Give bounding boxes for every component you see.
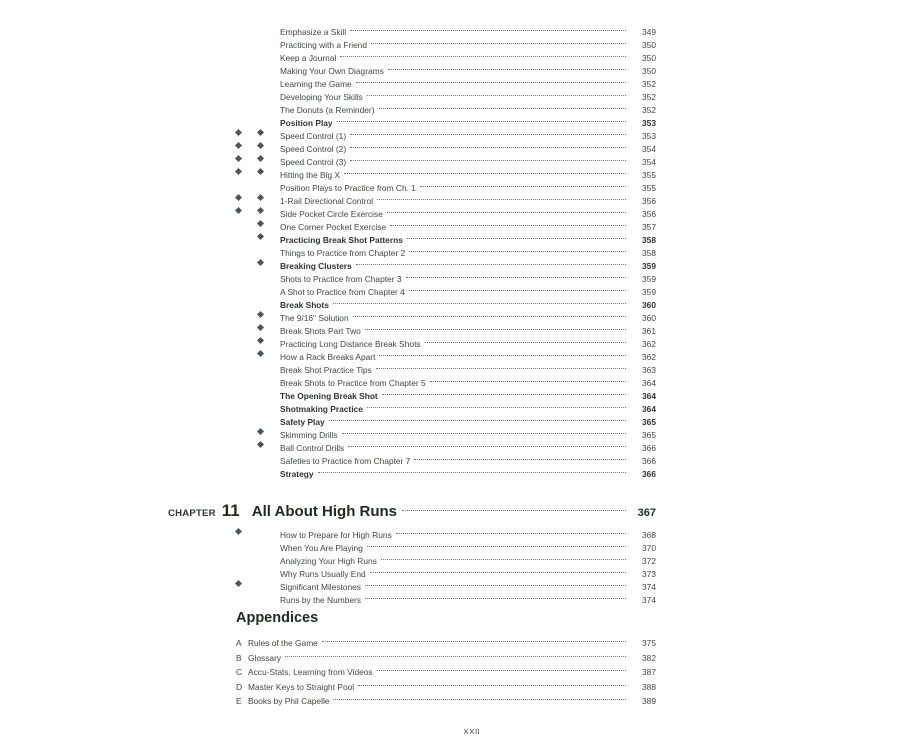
toc-leader-dots — [425, 334, 626, 347]
appendix-page: 387 — [642, 667, 656, 678]
diamond-icon — [257, 336, 264, 343]
toc-entry-bullets — [236, 87, 280, 100]
toc-leader-dots — [367, 538, 626, 551]
chapter-number: 11 — [221, 501, 240, 520]
toc-leader-dots — [430, 373, 626, 386]
toc-entry-label: Speed Control (3) — [280, 157, 347, 167]
toc-entry-label: Significant Milestones — [280, 582, 361, 592]
appendix-letter: B — [236, 652, 242, 663]
toc-list — [168, 22, 656, 605]
diamond-icon — [235, 527, 242, 534]
appendix-leader-dots — [377, 662, 626, 675]
toc-entry-label: Safeties to Practice from Chapter 7 — [280, 456, 411, 466]
toc-entry-page: 359 — [642, 261, 656, 271]
toc-leader-dots — [356, 256, 626, 269]
toc-entry-bullets — [236, 74, 280, 87]
toc-entry-label: The 9/16" Solution — [280, 313, 349, 323]
toc-entry-label: Why Runs Usually End — [280, 569, 366, 579]
toc-entry-page: 362 — [642, 352, 656, 362]
toc-leader-dots — [353, 308, 626, 321]
diamond-icon — [257, 219, 264, 226]
toc-entry-page: 364 — [642, 404, 656, 414]
toc-leader-dots — [365, 590, 626, 603]
toc-entry-label: Analyzing Your High Runs — [280, 556, 377, 566]
toc-entry-label: When You Are Playing — [280, 543, 363, 553]
toc-entry-bullets — [236, 347, 280, 360]
toc-entry-bullets — [236, 152, 280, 165]
appendix-leader-dots — [358, 677, 626, 690]
toc-entry-page: 355 — [642, 183, 656, 193]
toc-entry-bullets — [236, 282, 280, 295]
diamond-icon — [257, 167, 264, 174]
toc-leader-dots — [381, 551, 626, 564]
toc-leader-dots — [409, 282, 626, 295]
toc-entry-page: 349 — [642, 27, 656, 37]
diamond-icon — [257, 427, 264, 434]
appendix-label: Master Keys to Straight Pool — [248, 681, 355, 692]
toc-entry-page: 359 — [642, 274, 656, 284]
toc-entry-page: 350 — [642, 53, 656, 63]
toc-entry-label: 1-Rail Directional Control — [280, 196, 374, 206]
diamond-icon — [235, 167, 242, 174]
toc-entry-page: 354 — [642, 157, 656, 167]
appendix-leader-dots — [333, 691, 626, 704]
toc-entry-bullets — [236, 256, 280, 269]
toc-entry-bullets — [236, 577, 280, 590]
diamond-icon — [235, 193, 242, 200]
diamond-icon — [257, 128, 264, 135]
appendices-section — [236, 610, 656, 706]
appendix-leader-dots — [322, 633, 626, 646]
toc-entry-bullets — [236, 308, 280, 321]
toc-entry-page: 356 — [642, 209, 656, 219]
appendix-entry[interactable] — [236, 677, 656, 692]
toc-entry-page: 353 — [642, 118, 656, 128]
toc-entry-page: 370 — [642, 543, 656, 553]
toc-entry[interactable] — [236, 525, 656, 538]
appendix-letter: C — [236, 667, 243, 678]
toc-entry-bullets — [236, 412, 280, 425]
page-folio — [0, 727, 900, 736]
toc-entry-page: 352 — [642, 79, 656, 89]
toc-leader-dots — [406, 269, 627, 282]
toc-entry-page: 360 — [642, 300, 656, 310]
toc-entry-label: Hitting the Big X — [280, 170, 341, 180]
toc-entry-page: 358 — [642, 235, 656, 245]
toc-entry-page: 357 — [642, 222, 656, 232]
toc-entry-bullets — [236, 230, 280, 243]
toc-entry-bullets — [236, 525, 280, 538]
toc-leader-dots — [350, 126, 626, 139]
toc-entry-label: Shots to Practice from Chapter 3 — [280, 274, 402, 284]
toc-leader-dots — [329, 412, 626, 425]
toc-leader-dots — [365, 577, 626, 590]
appendix-entry[interactable] — [236, 648, 656, 663]
appendix-label: Rules of the Game — [248, 638, 318, 648]
toc-entry-bullets — [236, 360, 280, 373]
diamond-icon — [235, 128, 242, 135]
chapter-leader-dots — [402, 496, 626, 516]
toc-entry-page: 368 — [642, 530, 656, 540]
toc-entry-label: Side Pocket Circle Exercise — [280, 209, 383, 219]
diamond-icon — [235, 579, 242, 586]
toc-entry-bullets — [236, 295, 280, 308]
toc-entry-bullets — [236, 334, 280, 347]
toc-entry-page: 365 — [642, 417, 656, 427]
toc-leader-dots — [365, 321, 626, 334]
toc-entry-bullets — [236, 451, 280, 464]
toc-entry-bullets — [236, 590, 280, 603]
toc-entry-label: One Corner Pocket Exercise — [280, 222, 387, 232]
toc-entry-label: Strategy — [280, 469, 314, 479]
toc-entry-page: 359 — [642, 287, 656, 297]
toc-leader-dots — [344, 165, 626, 178]
toc-leader-dots — [333, 295, 626, 308]
toc-entry-page: 350 — [642, 66, 656, 76]
toc-entry-bullets — [236, 564, 280, 577]
chapter-title: All About High Runs — [251, 503, 398, 520]
toc-entry-page: 352 — [642, 92, 656, 102]
toc-leader-dots — [388, 61, 626, 74]
appendices-title: Appendices — [236, 610, 319, 626]
appendix-letter: A — [236, 638, 242, 648]
appendix-label: Glossary — [248, 652, 282, 663]
toc-leader-dots — [407, 230, 626, 243]
toc-leader-dots — [342, 425, 626, 438]
toc-entry-label: Things to Practice from Chapter 2 — [280, 248, 406, 258]
toc-entry-label: Shotmaking Practice — [280, 404, 363, 414]
toc-entry-label: Keep a Journal — [280, 53, 337, 63]
appendix-page: 388 — [642, 681, 656, 692]
toc-entry-label: Developing Your Skills — [280, 92, 363, 102]
toc-leader-dots — [367, 399, 626, 412]
diamond-icon — [257, 258, 264, 265]
toc-entry-label: Learning the Game — [280, 79, 352, 89]
toc-entry-bullets — [236, 269, 280, 282]
toc-entry-bullets — [236, 438, 280, 451]
appendix-entry[interactable] — [236, 662, 656, 677]
toc-entry-bullets — [236, 139, 280, 152]
toc-entry-page: 363 — [642, 365, 656, 375]
toc-entry-page: 354 — [642, 144, 656, 154]
toc-entry-page: 364 — [642, 378, 656, 388]
toc-entry-page: 360 — [642, 313, 656, 323]
toc-leader-dots — [382, 386, 626, 399]
toc-entry-label: Speed Control (2) — [280, 144, 347, 154]
diamond-icon — [257, 440, 264, 447]
diamond-icon — [257, 323, 264, 330]
toc-entry-label: Making Your Own Diagrams — [280, 66, 384, 76]
appendix-leader-dots — [285, 648, 626, 661]
toc-leader-dots — [379, 100, 627, 113]
appendix-letter: E — [236, 696, 242, 707]
diamond-icon — [257, 193, 264, 200]
appendix-letter: D — [236, 681, 243, 692]
toc-entry-bullets — [236, 22, 280, 35]
toc-leader-dots — [348, 438, 626, 451]
toc-leader-dots — [414, 451, 626, 464]
toc-entry-label: Break Shots — [280, 300, 329, 310]
diamond-icon — [257, 154, 264, 161]
diamond-icon — [257, 232, 264, 239]
appendix-entry[interactable] — [236, 691, 656, 706]
toc-entry-bullets — [236, 204, 280, 217]
toc-entry-label: The Donuts (a Reminder) — [280, 105, 375, 115]
toc-entry-page: 355 — [642, 170, 656, 180]
toc-entry-label: How a Rack Breaks Apart — [280, 352, 376, 362]
toc-leader-dots — [318, 464, 626, 477]
toc-entry[interactable] — [236, 22, 656, 35]
toc-entry-label: Safety Play — [280, 417, 325, 427]
toc-entry-label: A Shot to Practice from Chapter 4 — [280, 287, 405, 297]
toc-entry-label: Break Shots Part Two — [280, 326, 361, 336]
toc-entry-page: 374 — [642, 582, 656, 592]
toc-entry-page: 356 — [642, 196, 656, 206]
toc-entry-label: Break Shot Practice Tips — [280, 365, 372, 375]
toc-leader-dots — [396, 525, 626, 538]
diamond-icon — [257, 206, 264, 213]
toc-entry-label: Speed Control (1) — [280, 131, 347, 141]
diamond-icon — [257, 310, 264, 317]
toc-leader-dots — [367, 87, 626, 100]
toc-entry-bullets — [236, 100, 280, 113]
toc-entry-label: Skimming Drills — [280, 430, 338, 440]
toc-leader-dots — [337, 113, 626, 126]
toc-leader-dots — [350, 22, 626, 35]
toc-entry-label: How to Prepare for High Runs — [280, 530, 392, 540]
toc-entry-page: 361 — [642, 326, 656, 336]
toc-leader-dots — [409, 243, 626, 256]
toc-entry-page: 373 — [642, 569, 656, 579]
diamond-icon — [257, 349, 264, 356]
toc-entry-label: Emphasize a Skill — [280, 27, 347, 37]
toc-entry-label: Breaking Clusters — [280, 261, 352, 271]
appendix-page: 382 — [642, 652, 656, 663]
diamond-icon — [235, 154, 242, 161]
toc-entry-page: 374 — [642, 595, 656, 605]
toc-entry-bullets — [236, 217, 280, 230]
appendix-page: 375 — [642, 638, 656, 648]
chapter-page: 367 — [637, 507, 656, 519]
diamond-icon — [235, 141, 242, 148]
appendix-label: Accu-Stats, Learning from Videos — [248, 667, 373, 678]
toc-entry-bullets — [236, 321, 280, 334]
toc-entry-bullets — [236, 178, 280, 191]
toc-leader-dots — [340, 48, 626, 61]
toc-entry-bullets — [236, 113, 280, 126]
toc-entry-page: 366 — [642, 443, 656, 453]
diamond-icon — [235, 206, 242, 213]
toc-leader-dots — [377, 191, 626, 204]
toc-entry-bullets — [236, 61, 280, 74]
appendix-entry[interactable] — [236, 633, 656, 648]
toc-entry-bullets — [236, 464, 280, 477]
toc-entry-label: The Opening Break Shot — [280, 391, 378, 401]
appendix-page: 389 — [642, 696, 656, 707]
toc-entry-bullets — [236, 386, 280, 399]
toc-leader-dots — [420, 178, 626, 191]
toc-entry-page: 362 — [642, 339, 656, 349]
toc-entry-bullets — [236, 243, 280, 256]
toc-leader-dots — [387, 204, 626, 217]
toc-leader-dots — [370, 564, 626, 577]
toc-leader-dots — [350, 139, 626, 152]
appendix-label: Books by Phil Capelle — [248, 696, 330, 707]
toc-entry-page: 364 — [642, 391, 656, 401]
toc-entry-bullets — [236, 538, 280, 551]
toc-entry-label: Ball Control Drills — [280, 443, 345, 453]
toc-entry-bullets — [236, 425, 280, 438]
toc-entry-label: Break Shots to Practice from Chapter 5 — [280, 378, 426, 388]
page-number: XXII — [463, 727, 481, 736]
toc-entry-label: Runs by the Numbers — [280, 595, 361, 605]
toc-entry-bullets — [236, 551, 280, 564]
toc-entry-bullets — [236, 35, 280, 48]
toc-entry-page: 365 — [642, 430, 656, 440]
chapter-word: CHAPTER — [168, 508, 216, 519]
toc-entry-page: 350 — [642, 40, 656, 50]
toc-leader-dots — [376, 360, 626, 373]
toc-leader-dots — [390, 217, 626, 230]
toc-leader-dots — [350, 152, 626, 165]
toc-entry-label: Practicing with a Friend — [280, 40, 368, 50]
toc-entry-page: 358 — [642, 248, 656, 258]
toc-entry-label: Practicing Break Shot Patterns — [280, 235, 403, 245]
toc-entry-bullets — [236, 165, 280, 178]
toc-leader-dots — [379, 347, 626, 360]
toc-entry-label: Practicing Long Distance Break Shots — [280, 339, 421, 349]
toc-entry-bullets — [236, 399, 280, 412]
toc-entry-page: 353 — [642, 131, 656, 141]
toc-leader-dots — [356, 74, 626, 87]
toc-entry-bullets — [236, 373, 280, 386]
chapter-heading[interactable] — [168, 496, 656, 521]
appendices-list — [236, 633, 656, 706]
toc-entry-page: 366 — [642, 469, 656, 479]
diamond-icon — [257, 141, 264, 148]
toc-entry-bullets — [236, 126, 280, 139]
toc-entry-label: Position Play — [280, 118, 333, 128]
toc-entry-page: 366 — [642, 456, 656, 466]
toc-entry-page: 372 — [642, 556, 656, 566]
toc-entry-bullets — [236, 191, 280, 204]
toc-entry-page: 352 — [642, 105, 656, 115]
toc-entry-bullets — [236, 48, 280, 61]
toc-entry-label: Position Plays to Practice from Ch. 1 — [280, 183, 416, 193]
toc-leader-dots — [371, 35, 626, 48]
